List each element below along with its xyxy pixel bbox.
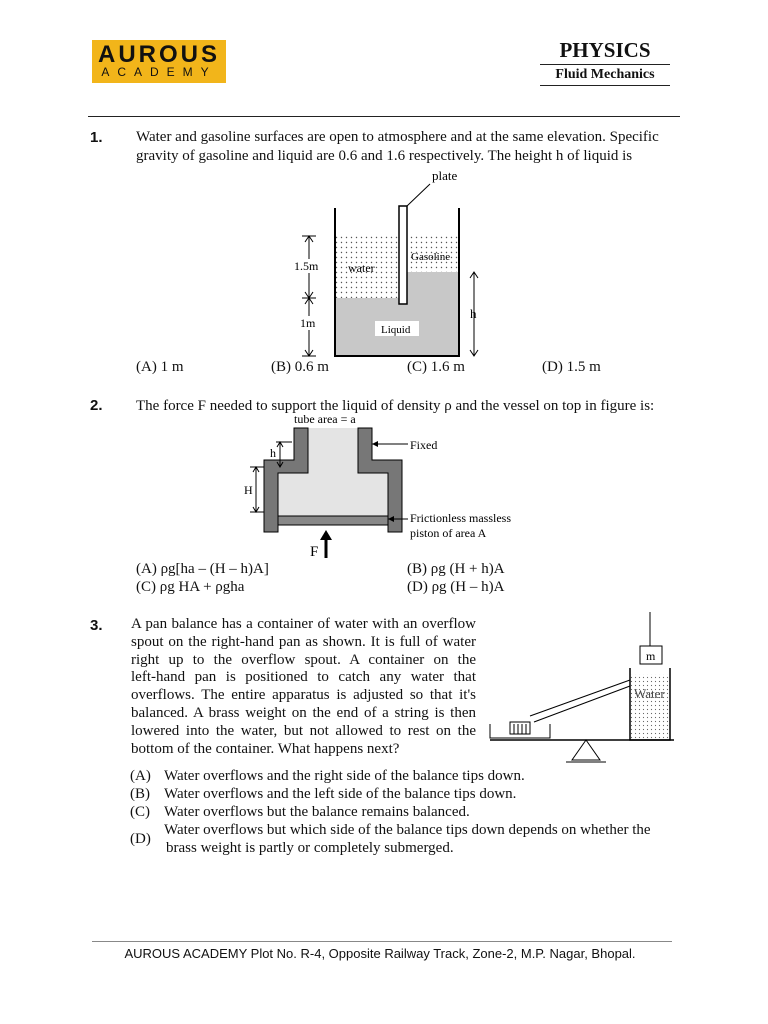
- q3-text: [131, 616, 476, 758]
- q1-option-c[interactable]: (C) 1.6 m: [407, 359, 465, 375]
- q1-text-line2: gravity of gasoline and liquid are 0.6 and 1.6 respectively. The height h of liquid is: [136, 148, 633, 164]
- q1-option-a[interactable]: (A) 1 m: [136, 359, 184, 375]
- H-large-label: H: [244, 483, 253, 497]
- plate-label: plate: [432, 168, 458, 183]
- q3-option-b[interactable]: Water overflows and the left side of the balance tips down.: [164, 786, 517, 802]
- q1-text-line1: Water and gasoline surfaces are open to atmosphere and at the same elevation. Specific: [136, 129, 659, 145]
- q2-option-c[interactable]: (C) ρg HA + ρgha: [136, 579, 245, 595]
- q3-option-a[interactable]: Water overflows and the right side of the balance tips down.: [164, 768, 525, 784]
- dim-1-5m: 1.5m: [294, 259, 319, 273]
- footer-divider: [92, 941, 672, 942]
- logo-line1: AUROUS: [97, 41, 220, 68]
- fixed-label: Fixed: [410, 438, 438, 452]
- q2-number: 2.: [90, 397, 103, 414]
- liquid-label: Liquid: [381, 324, 411, 336]
- q3-line-3: right up to the overflow spout. A container on the: [131, 651, 476, 668]
- q3-option-c[interactable]: Water overflows but the balance remains balanced.: [164, 804, 470, 820]
- q3-option-a-label: (A): [130, 768, 151, 784]
- h-label: h: [470, 306, 477, 321]
- q3-number: 3.: [90, 617, 103, 634]
- q2-option-a[interactable]: (A) ρg[ha – (H – h)A]: [136, 561, 269, 577]
- q3-option-c-label: (C): [130, 804, 150, 820]
- piston: [278, 516, 388, 525]
- q3-line-8: bottom of the container. What happens next?: [131, 740, 400, 757]
- q3-line-5: overflows. The entire apparatus is adjusted so that it's: [131, 687, 476, 704]
- q3-option-b-label: (B): [130, 786, 150, 802]
- catch-container: [510, 722, 530, 734]
- footer-address: AUROUS ACADEMY Plot No. R-4, Opposite Railway Track, Zone-2, M.P. Nagar, Bhopal.: [124, 946, 636, 961]
- piston-label-1: Frictionless massless: [410, 511, 511, 525]
- q1-option-b[interactable]: (B) 0.6 m: [271, 359, 329, 375]
- q1-option-d[interactable]: (D) 1.5 m: [542, 359, 601, 375]
- q3-line-6: balanced. A brass weight on the end of a string is then: [131, 704, 476, 721]
- q3-line-4: left-hand pan is positioned to catch any water that: [131, 669, 476, 686]
- q1-number: 1.: [90, 129, 103, 146]
- q3-line-2: spout on the right-hand pan as shown. It is full of water: [131, 633, 476, 650]
- gasoline-label: Gasoline: [411, 251, 451, 263]
- q3-line-7: lowered into the water, but not allowed to rest on the: [131, 722, 476, 739]
- weight-label: m: [646, 649, 656, 663]
- q1-figure: [280, 166, 510, 362]
- logo: [92, 40, 226, 83]
- q2-figure: [236, 412, 536, 562]
- q3-line-1: A pan balance has a container of water with an overflow: [131, 616, 476, 632]
- h-small-label: h: [270, 446, 276, 460]
- q2-option-b[interactable]: (B) ρg (H + h)A: [407, 561, 505, 577]
- fulcrum: [572, 740, 600, 760]
- water-label-q3: Water: [634, 686, 665, 701]
- plate: [399, 206, 407, 304]
- q3-figure: [486, 612, 676, 772]
- water-container: [630, 674, 670, 740]
- water-label: water: [348, 261, 375, 275]
- force-label: F: [310, 544, 319, 560]
- q3-option-d-label: (D): [130, 831, 151, 847]
- q2-text: The force F needed to support the liquid of density ρ and the vessel on top in figure is:: [136, 398, 655, 414]
- plate-pointer: [407, 184, 430, 206]
- piston-label-2: piston of area A: [410, 526, 487, 540]
- header-divider: [88, 116, 680, 117]
- topic-title: Fluid Mechanics: [540, 64, 670, 86]
- subject-title: PHYSICS: [559, 38, 651, 62]
- logo-line2: ACADEMY: [101, 65, 217, 79]
- dim-1m: 1m: [300, 316, 316, 330]
- tube-area-label: tube area = a: [294, 412, 356, 426]
- q3-option-d-line2[interactable]: brass weight is partly or completely submerged.: [166, 840, 454, 856]
- q3-option-d-line1[interactable]: Water overflows but which side of the balance tips down depends on whether the: [164, 822, 651, 838]
- q2-option-d[interactable]: (D) ρg (H – h)A: [407, 579, 505, 595]
